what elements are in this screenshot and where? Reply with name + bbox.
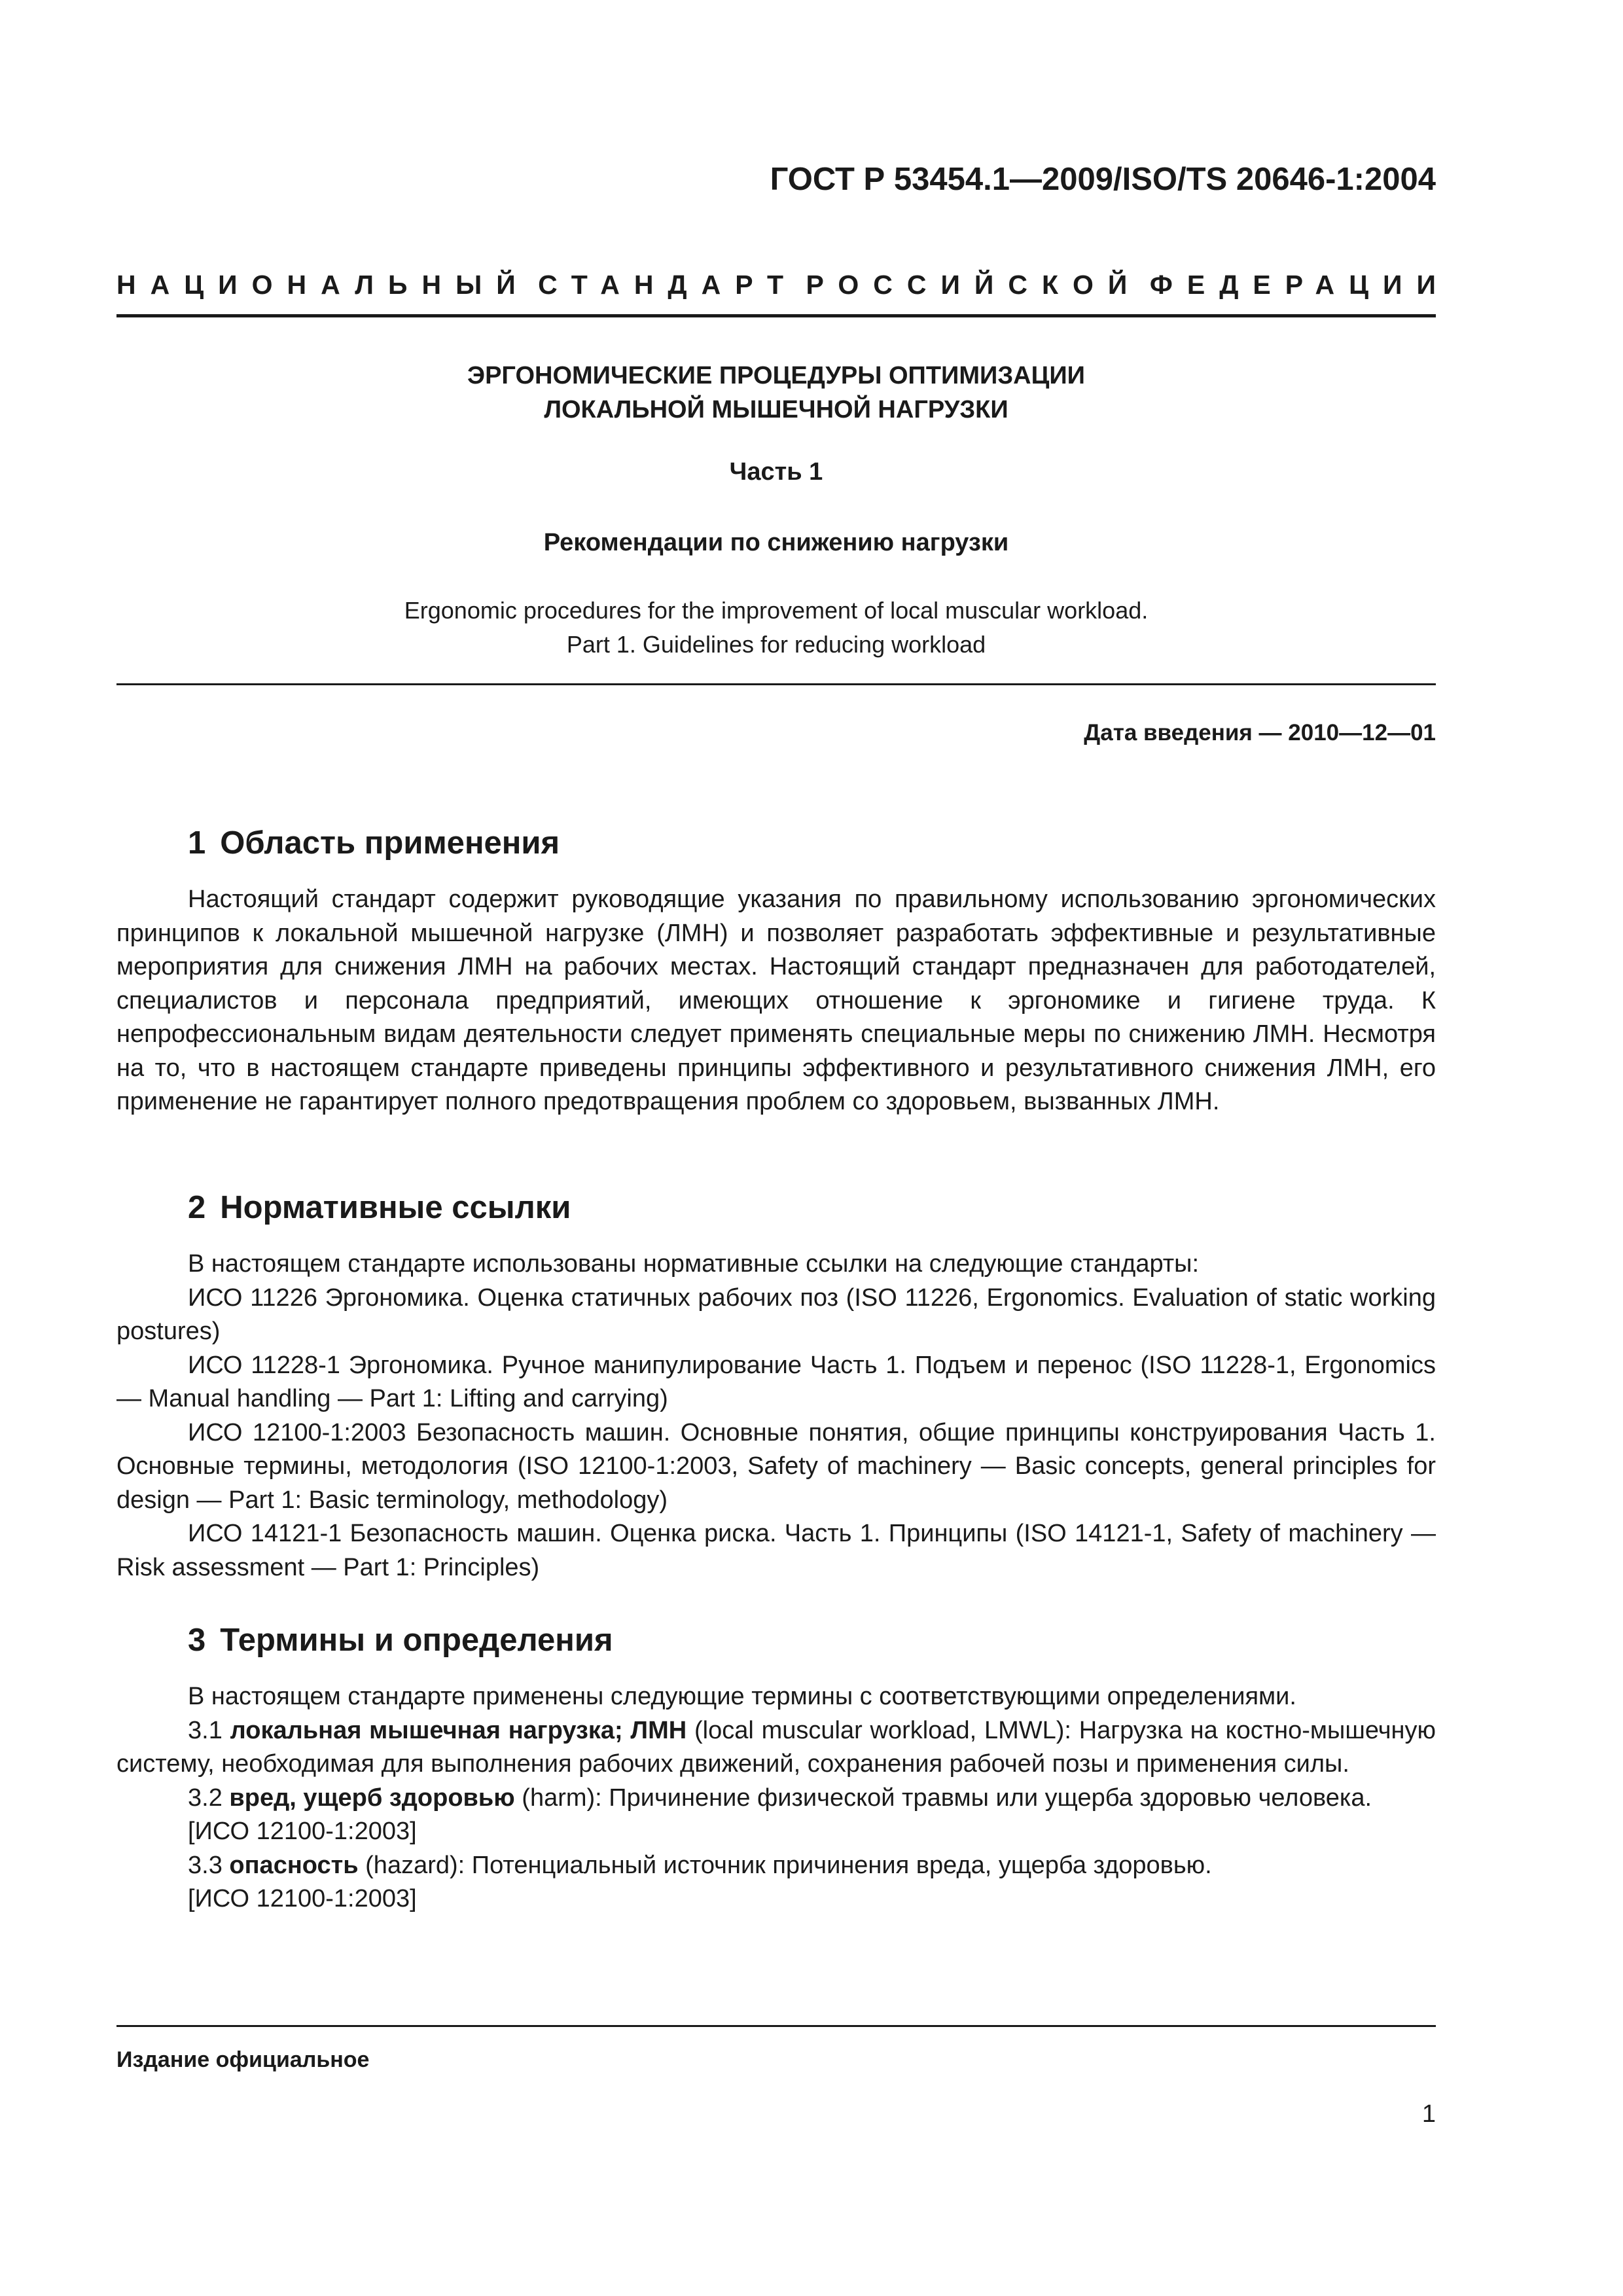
term-definition: (local muscular workload, LMWL): Нагрузка на костно-мышечную систему, необходимая для выполнения рабочих движений, сохранения рабочей позы и применения силы. — [116, 1716, 1436, 1778]
gost-code: ГОСТ Р 53454.1—2009/ISO/TS 20646-1:2004 — [770, 162, 1436, 197]
document-page — [116, 0, 1450, 2296]
term-name: вред, ущерб здоровью — [229, 1784, 515, 1812]
section-3-body — [116, 1680, 1436, 1916]
section-heading — [188, 1189, 571, 1226]
header-divider — [116, 314, 1436, 317]
reference-item: ИСО 12100-1:2003 Безопасность машин. Основные понятия, общие принципы конструирования Часть 1. Основные термины, методология (ISO 12100-1:2003, Safety of machinery — Basic concepts, general principles for design — Part 1: Basic terminology, methodology) — [116, 1418, 1436, 1514]
title-line-2: ЛОКАЛЬНОЙ МЫШЕЧНОЙ НАГРУЗКИ — [544, 396, 1008, 423]
section-title: Термины и определения — [220, 1623, 613, 1658]
part-label: Часть 1 — [729, 458, 823, 486]
reference-item: ИСО 11226 Эргономика. Оценка статичных рабочих поз (ISO 11226, Ergonomics. Evaluation of static working postures) — [116, 1283, 1436, 1345]
term-definition: (hazard): Потенциальный источник причинения вреда, ущерба здоровью. — [365, 1851, 1212, 1879]
page-number: 1 — [1421, 2100, 1436, 2128]
national-standard-heading — [116, 270, 1450, 300]
paragraph: Настоящий стандарт содержит руководящие указания по правильному использованию эргономических принципов к локальной мышечной нагрузке (ЛМН) и позволяет разработать эффективные и результативные мероприятия для снижения ЛМН на рабочих местах. Настоящий стандарт предназначен для работодателей, специалистов и персонала предприятий, имеющих отношение к эргономике и гигиене труда. К непрофессиональным видам деятельности следует применять специальные меры по снижению ЛМН. Несмотря на то, что в настоящем стандарте приведены принципы эффективного и результативного снижения ЛМН, его применение не гарантирует полного предотвращения проблем со здоровьем, вызванных ЛМН. — [116, 886, 1436, 1115]
term-source: [ИСО 12100-1:2003] — [188, 1818, 417, 1845]
term-3-1 — [116, 1714, 1436, 1782]
document-subtitle: Рекомендации по снижению нагрузки — [543, 529, 1009, 556]
paragraph: В настоящем стандарте использованы нормативные ссылки на следующие стандарты: — [188, 1250, 1200, 1278]
national-word: НАЦИОНАЛЬНЫЙ — [116, 270, 530, 300]
section-number: 3 — [188, 1623, 206, 1658]
section-number: 2 — [188, 1190, 206, 1225]
title-line-1: ЭРГОНОМИЧЕСКИЕ ПРОЦЕДУРЫ ОПТИМИЗАЦИИ — [467, 362, 1085, 389]
reference-item: ИСО 14121-1 Безопасность машин. Оценка риска. Часть 1. Принципы (ISO 14121-1, Safety of machinery — Risk assessment — Part 1: Principles) — [116, 1520, 1436, 1581]
term-3-2 — [116, 1782, 1436, 1816]
document-title — [116, 359, 1436, 427]
term-number: 3.2 — [188, 1784, 223, 1812]
term-name: локальная мышечная нагрузка; ЛМН — [230, 1716, 687, 1744]
national-word: РОССИЙСКОЙ — [806, 270, 1142, 300]
national-word: ФЕДЕРАЦИИ — [1149, 270, 1450, 300]
footer-divider — [116, 2025, 1436, 2027]
paragraph: В настоящем стандарте применены следующие термины с соответствующими определениями. — [188, 1683, 1296, 1710]
official-edition-note: Издание официальное — [116, 2047, 370, 2072]
term-number: 3.3 — [188, 1851, 223, 1879]
section-number: 1 — [188, 825, 206, 861]
introduction-date: Дата введения — 2010—12—01 — [1084, 720, 1436, 745]
national-word: СТАНДАРТ — [538, 270, 798, 300]
term-name: опасность — [229, 1851, 359, 1879]
term-definition: (harm): Причинение физической травмы или ущерба здоровью человека. — [522, 1784, 1372, 1812]
term-number: 3.1 — [188, 1716, 223, 1744]
english-title — [116, 594, 1436, 662]
section-2-body — [116, 1247, 1436, 1585]
title-divider — [116, 683, 1436, 685]
section-heading — [188, 825, 560, 861]
english-title-line-2: Part 1. Guidelines for reducing workload — [566, 631, 986, 658]
term-3-3 — [116, 1849, 1436, 1883]
reference-item: ИСО 11228-1 Эргономика. Ручное манипулирование Часть 1. Подъем и перенос (ISO 11228-1, Ergonomics — Manual handling — Part 1: Lifting and carrying) — [116, 1351, 1436, 1412]
section-title: Область применения — [220, 825, 560, 861]
term-source: [ИСО 12100-1:2003] — [188, 1885, 417, 1912]
section-heading — [188, 1622, 613, 1659]
section-title: Нормативные ссылки — [220, 1190, 571, 1225]
section-1-body — [116, 883, 1436, 1119]
english-title-line-1: Ergonomic procedures for the improvement of local muscular workload. — [404, 597, 1149, 624]
